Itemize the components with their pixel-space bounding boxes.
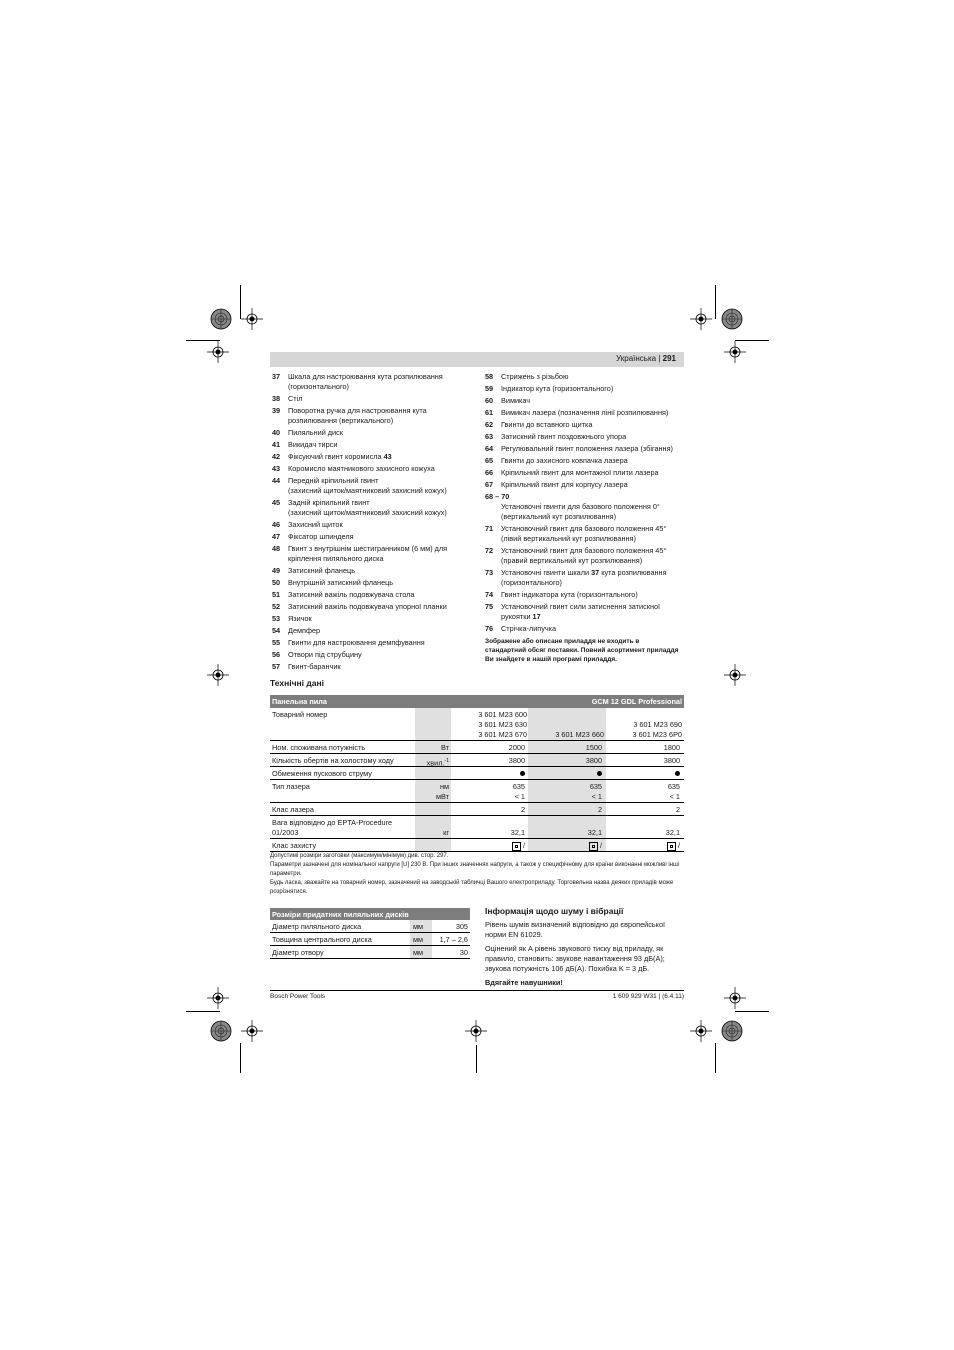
part-item	[272, 372, 477, 392]
part-number: 66	[485, 468, 494, 477]
part-number: 76	[485, 624, 494, 633]
disc-table	[270, 908, 470, 959]
crop-mark	[186, 1011, 220, 1012]
spec-label: Клас захисту	[272, 841, 317, 850]
part-item	[272, 662, 477, 672]
part-item	[272, 428, 477, 438]
spec-cell: 2	[597, 805, 602, 814]
spec-cell: 635	[667, 782, 680, 791]
color-registration-icon	[210, 308, 232, 330]
part-description: Демпфер	[288, 626, 321, 635]
disc-table-title: Розміри придатних пиляльних дисків	[272, 910, 409, 919]
spec-table-header	[270, 695, 684, 708]
part-description: Стрижень з різьбою	[501, 372, 569, 381]
part-description: Фіксатор шпинделя	[288, 532, 354, 541]
part-item	[272, 566, 477, 576]
disc-label: Діаметр отвору	[272, 948, 324, 957]
crop-mark	[476, 1045, 477, 1073]
part-number: 55	[272, 638, 281, 647]
footnote: Будь ласка, зважайте на товарний номер, зазначений на заводській табличці Вашого електроприладу. Торговельна назва деяких приладів може розрізнятися.	[270, 880, 674, 895]
spec-row	[270, 754, 684, 767]
crop-mark	[735, 1011, 769, 1012]
header-separator: |	[658, 354, 661, 363]
part-number: 49	[272, 566, 281, 575]
spec-label: Вага відповідно до EPTA-Procedure 01/2003	[272, 818, 393, 837]
part-number: 51	[272, 590, 281, 599]
part-description: Затискний фланець	[288, 566, 356, 575]
spec-cell: 3 601 M23 660	[555, 730, 604, 739]
spec-cell: 2000	[508, 743, 525, 752]
spec-cell: 32,1	[587, 828, 602, 837]
disc-value: 1,7 – 2,6	[439, 935, 468, 944]
color-registration-icon	[721, 308, 743, 330]
spec-cell: 3800	[585, 756, 602, 765]
disc-row	[270, 946, 470, 959]
part-item	[485, 492, 685, 522]
spec-cell: 635	[512, 782, 525, 791]
part-item	[485, 432, 685, 442]
protection-class-icon: /	[606, 841, 680, 851]
crosshair-registration-icon	[207, 341, 229, 363]
header-language: Українська	[616, 354, 657, 363]
part-item	[272, 440, 477, 450]
crosshair-registration-icon	[207, 664, 229, 686]
header-label	[616, 354, 676, 363]
crop-mark	[735, 340, 769, 341]
part-description: Поворотна ручка для настроювання кута розпилювання (вертикального)	[288, 406, 427, 425]
part-description: Коромисло маятникового захисного кожуха	[288, 464, 435, 473]
spec-cell: < 1	[514, 792, 525, 801]
spec-cell: 2	[520, 805, 525, 814]
disc-value: 30	[459, 948, 468, 957]
spec-row	[270, 741, 684, 754]
crop-mark	[240, 285, 241, 319]
part-number: 47	[272, 532, 281, 541]
part-number: 60	[485, 396, 494, 405]
part-description: Кріпильний гвинт для монтажної плити лазера	[501, 468, 659, 477]
part-description: Установочні гвинти шкали 37 кута розпилювання (горизонтального)	[501, 568, 667, 587]
spec-row-article	[270, 708, 684, 741]
part-description: Гвинти до вставного щитка	[501, 420, 593, 429]
part-description: Стрічка-липучка	[501, 624, 557, 633]
part-number: 48	[272, 544, 281, 553]
part-item	[485, 602, 685, 622]
crop-mark	[186, 340, 220, 341]
part-item	[485, 568, 685, 588]
spec-label: Клас лазера	[272, 805, 314, 814]
spec-row	[270, 780, 684, 803]
part-number: 67	[485, 480, 494, 489]
parts-list-left	[272, 372, 477, 674]
part-number: 45	[272, 498, 281, 507]
part-description: Установочний гвинт сили затиснення затискної рукоятки 17	[501, 602, 661, 621]
footnote: Допустимі розміри заготовки (максимум/мінімум) див. стор. 297.	[270, 853, 449, 859]
part-item	[272, 406, 477, 426]
spec-unit: хвил.$^{-1}$	[426, 758, 449, 768]
part-number: 59	[485, 384, 494, 393]
part-item	[272, 638, 477, 648]
part-description: Гвинт-баранчик	[288, 662, 341, 671]
part-item	[485, 408, 685, 418]
spec-row	[270, 767, 684, 780]
color-registration-icon	[721, 1020, 743, 1042]
part-number: 40	[272, 428, 281, 437]
disc-label: Товщина центрального диска	[272, 935, 372, 944]
part-description: Язичок	[288, 614, 312, 623]
crosshair-registration-icon	[690, 308, 712, 330]
spec-row	[270, 816, 684, 839]
part-item	[272, 452, 477, 462]
part-description: Затискний важіль подовжувача стола	[288, 590, 415, 599]
part-item	[485, 420, 685, 430]
part-item	[272, 614, 477, 624]
footnote: Параметри зазначені для номінальної напруги [U] 230 В. При інших значеннях напруги, а також у специфічному для країни виконанні можливі інші параметри.	[270, 862, 680, 877]
spec-header-left: Панельна пила	[272, 697, 327, 706]
part-number: 74	[485, 590, 494, 599]
part-description: Установочні гвинти для базового положення 0° (вертикальний кут розпилювання)	[501, 502, 660, 521]
part-item	[485, 468, 685, 478]
crop-mark	[240, 1043, 241, 1073]
part-number: 61	[485, 408, 494, 417]
spec-cell: 3800	[508, 756, 525, 765]
feature-dot-icon	[528, 769, 602, 779]
parts-list-right	[485, 372, 685, 636]
part-description: Отвори під струбцину	[288, 650, 362, 659]
accessory-note: Зображене або описане приладдя не входить в стандартний обсяг поставки. Повний асортимент приладдя Ви знайдете в нашій програмі приладдя.	[485, 638, 679, 663]
noise-warning: Вдягайте навушники!	[485, 978, 563, 987]
crosshair-registration-icon	[465, 1020, 487, 1042]
part-description: Гвинт індикатора кута (горизонтального)	[501, 590, 638, 599]
part-description: Пиляльний диск	[288, 428, 343, 437]
spec-footnotes	[270, 852, 684, 897]
spec-table	[270, 695, 684, 852]
crosshair-registration-icon	[724, 664, 746, 686]
spec-cell: < 1	[591, 792, 602, 801]
part-number: 72	[485, 546, 494, 555]
spec-cell: 32,1	[665, 828, 680, 837]
part-item	[272, 626, 477, 636]
part-description: Затискний важіль подовжувача упорної планки	[288, 602, 447, 611]
protection-class-icon: /	[451, 841, 525, 851]
part-description: Установочний гвинт для базового положення 45° (лівий вертикальний кут розпилювання)	[501, 524, 667, 543]
part-number: 38	[272, 394, 281, 403]
part-item	[485, 372, 685, 382]
part-description: Задній кріпильний гвинт (захисний щиток/маятниковий захисний кожух)	[288, 498, 447, 517]
part-description: Індикатор кута (горизонтального)	[501, 384, 614, 393]
spec-cell: < 1	[669, 792, 680, 801]
feature-dot-icon	[606, 769, 680, 779]
spec-unit: Вт	[441, 743, 449, 752]
spec-label: Тип лазера	[272, 782, 310, 791]
part-item	[272, 394, 477, 404]
part-number: 39	[272, 406, 281, 415]
crosshair-registration-icon	[241, 308, 263, 330]
part-description: Вимикач	[501, 396, 531, 405]
spec-cell: 1800	[663, 743, 680, 752]
part-description: Затискний гвинт поздовжнього упора	[501, 432, 627, 441]
part-item	[485, 624, 685, 634]
part-number: 41	[272, 440, 281, 449]
part-number: 75	[485, 602, 494, 611]
part-number: 37	[272, 372, 281, 381]
part-description: Гвинти до захисного ковпачка лазера	[501, 456, 628, 465]
disc-table-header	[270, 908, 470, 920]
disc-row	[270, 933, 470, 946]
noise-paragraph-1: Рівень шумів визначений відповідно до європейської норми EN 61029.	[485, 920, 666, 939]
disc-unit: мм	[413, 948, 424, 957]
feature-dot-icon	[451, 769, 525, 779]
page-number: 291	[662, 354, 676, 363]
disc-label: Діаметр пиляльного диска	[272, 922, 362, 931]
part-description: Регулювальний гвинт положення лазера (збігання)	[501, 444, 673, 453]
part-item	[485, 444, 685, 454]
part-item	[272, 590, 477, 600]
part-item	[485, 524, 685, 544]
part-description: Шкала для настроювання кута розпилювання (горизонтального)	[288, 372, 443, 391]
part-number: 46	[272, 520, 281, 529]
spec-header-right: GCM 12 GDL Professional	[591, 697, 682, 706]
part-number: 68 – 70	[485, 492, 510, 501]
part-description: Викидач тирси	[288, 440, 338, 449]
part-item	[272, 532, 477, 542]
part-item	[272, 578, 477, 588]
part-number: 54	[272, 626, 281, 635]
part-item	[272, 520, 477, 530]
part-item	[272, 544, 477, 564]
spec-cell: 3800	[663, 756, 680, 765]
part-description: Гвинт з внутрішнім шестигранником (6 мм) для кріплення пиляльного диска	[288, 544, 448, 563]
crosshair-registration-icon	[207, 987, 229, 1009]
spec-label: Товарний номер	[272, 710, 328, 719]
part-description: Захисний щиток	[288, 520, 343, 529]
part-item	[485, 396, 685, 406]
part-number: 64	[485, 444, 494, 453]
part-description: Внутрішній затискний фланець	[288, 578, 394, 587]
spec-unit: кг	[443, 828, 449, 837]
crosshair-registration-icon	[724, 987, 746, 1009]
tech-data-title: Технічні дані	[270, 678, 325, 688]
disc-unit: мм	[413, 935, 424, 944]
spec-cell: 32,1	[510, 828, 525, 837]
part-description: Стіл	[288, 394, 303, 403]
spec-row	[270, 803, 684, 816]
crosshair-registration-icon	[724, 341, 746, 363]
disc-unit: мм	[413, 922, 424, 931]
spec-cell: 635	[589, 782, 602, 791]
part-description: Установочний гвинт для базового положення 45° (правий вертикальний кут розпилювання)	[501, 546, 667, 565]
spec-cell: 3 601 M23 690 3 601 M23 6P0	[632, 720, 682, 739]
disc-value: 305	[455, 922, 468, 931]
part-item	[485, 384, 685, 394]
part-number: 52	[272, 602, 281, 611]
part-description: Гвинти для настроювання демпфування	[288, 638, 425, 647]
noise-title: Інформація щодо шуму і вібрації	[485, 906, 624, 916]
part-item	[272, 464, 477, 474]
crop-mark	[715, 285, 716, 319]
part-number: 44	[272, 476, 281, 485]
part-item	[485, 480, 685, 490]
part-number: 58	[485, 372, 494, 381]
part-item	[485, 456, 685, 466]
part-number: 62	[485, 420, 494, 429]
noise-paragraph-2: Оцінений як А рівень звукового тиску від приладу, як правило, становить: звукове навантаження 93 дБ(A); звукова потужність 106 дБ(A). Похибка K = 3 дБ.	[485, 944, 665, 973]
noise-section	[485, 906, 685, 992]
protection-class-icon: /	[528, 841, 602, 851]
footer-rule	[270, 990, 684, 991]
part-item	[272, 498, 477, 518]
spec-cell: 1500	[585, 743, 602, 752]
spec-row	[270, 839, 684, 852]
part-number: 71	[485, 524, 494, 533]
part-item	[485, 590, 685, 600]
crosshair-registration-icon	[241, 1020, 263, 1042]
footer-brand: Bosch Power Tools	[270, 993, 326, 1000]
part-number: 63	[485, 432, 494, 441]
page-header	[270, 352, 684, 367]
spec-unit: мВт	[436, 792, 449, 801]
footer-doc-number: 1 609 929 W31 | (6.4.11)	[612, 993, 684, 1000]
part-item	[485, 546, 685, 566]
crosshair-registration-icon	[690, 1020, 712, 1042]
spec-cell: 2	[675, 805, 680, 814]
spec-label: Обмеження пускового струму	[272, 769, 372, 778]
part-number: 56	[272, 650, 281, 659]
part-description: Кріпильний гвинт для корпусу лазера	[501, 480, 628, 489]
part-description: Фіксуючий гвинт коромисла 43	[288, 452, 392, 461]
spec-cell: 3 601 M23 600 3 601 M23 630 3 601 M23 670	[478, 710, 527, 739]
part-item	[272, 602, 477, 612]
part-number: 42	[272, 452, 281, 461]
crop-mark	[715, 1043, 716, 1073]
part-item	[272, 650, 477, 660]
part-description: Передній кріпильний гвинт (захисний щиток/маятниковий захисний кожух)	[288, 476, 447, 495]
color-registration-icon	[210, 1020, 232, 1042]
disc-row	[270, 920, 470, 933]
part-number: 53	[272, 614, 281, 623]
part-number: 65	[485, 456, 494, 465]
part-number: 57	[272, 662, 281, 671]
spec-unit: нм	[439, 782, 449, 791]
part-number: 50	[272, 578, 281, 587]
part-item	[272, 476, 477, 496]
part-number: 73	[485, 568, 494, 577]
spec-label: Ном. споживана потужність	[272, 743, 366, 752]
part-description: Вимикач лазера (позначення лінії розпилювання)	[501, 408, 669, 417]
spec-label: Кількість обертів на холостому ходу	[272, 756, 394, 765]
part-number: 43	[272, 464, 281, 473]
